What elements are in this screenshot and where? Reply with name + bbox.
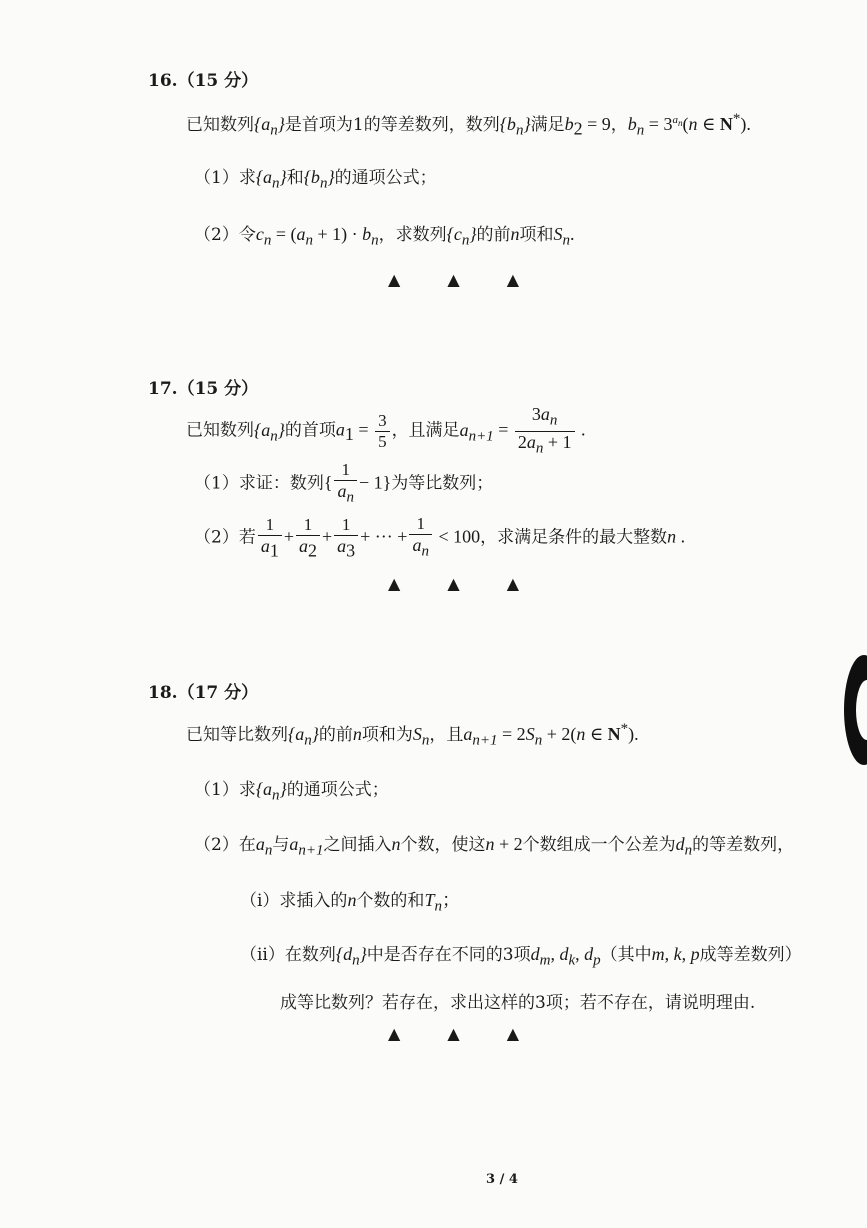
q16-end-marks: ▲ ▲ ▲	[388, 270, 520, 289]
q18-part2-ii-line2: 成等比数列？若存在，求出这样的3项；若不存在，请说明理由.	[280, 993, 756, 1013]
q18-part2: （2）在$a_n$与$a_{n+1}$之间插入n个数，使这n + 2个数组成一个公差为$d_n$的等差数列，	[194, 834, 795, 859]
q17-end-marks: ▲ ▲ ▲	[388, 574, 520, 593]
q17-part2: （2）若 $\frac{1}{a_1}$ + $\frac{1}{a_2}$ + $\frac{1}{a_3}$ + ··· + $\frac{1}{a_n}$ < 100，求满足条件的最大整数n .	[194, 514, 686, 561]
q17-part1: （1）求证：数列{ $\frac{1}{a_n}$ − 1}为等比数列；	[194, 460, 494, 506]
q18-part1: （1）求$\{a_n\}$的通项公式；	[194, 779, 389, 804]
page-number: 3 / 4	[486, 1172, 518, 1187]
q17-stem: 已知数列$\{a_n\}$的首项$a_1$ = $\frac{3}{5}$ ，且满足$a_{n+1}$ = $\frac{3a_n}{2a_n + 1}$ .	[186, 404, 586, 457]
q16-part1: （1）求$\{a_n\}$和$\{b_n\}$的通项公式；	[194, 167, 437, 192]
q16-number: 16.（15 分）	[148, 71, 259, 91]
q17-number: 17.（15 分）	[148, 379, 259, 399]
q16-stem: 已知数列$\{a_n\}$是首项为1的等差数列，数列$\{b_n\}$满足$b_2 = 9$，$b_n = 3^{a_n}(n$ ∈ N*).	[186, 111, 751, 139]
q18-part2-ii: （ii）在数列$\{d_n\}$中是否存在不同的3项$d_m$, $d_k$, $d_p$（其中m, k, p成等差数列）	[240, 944, 802, 969]
q18-end-marks: ▲ ▲ ▲	[388, 1024, 520, 1043]
q16-part2: （2）令$c_n = (a_n + 1) \cdot b_n$，求数列$\{c_n\}$的前n项和$S_n$.	[194, 224, 575, 249]
q18-stem: 已知等比数列$\{a_n\}$的前n项和为$S_n$，且$a_{n+1} = 2S_n + 2(n$ ∈ N*).	[186, 721, 639, 749]
q18-number: 18.（17 分）	[148, 683, 259, 703]
q18-part2-i: （i）求插入的n个数的和$T_n$；	[240, 890, 460, 915]
